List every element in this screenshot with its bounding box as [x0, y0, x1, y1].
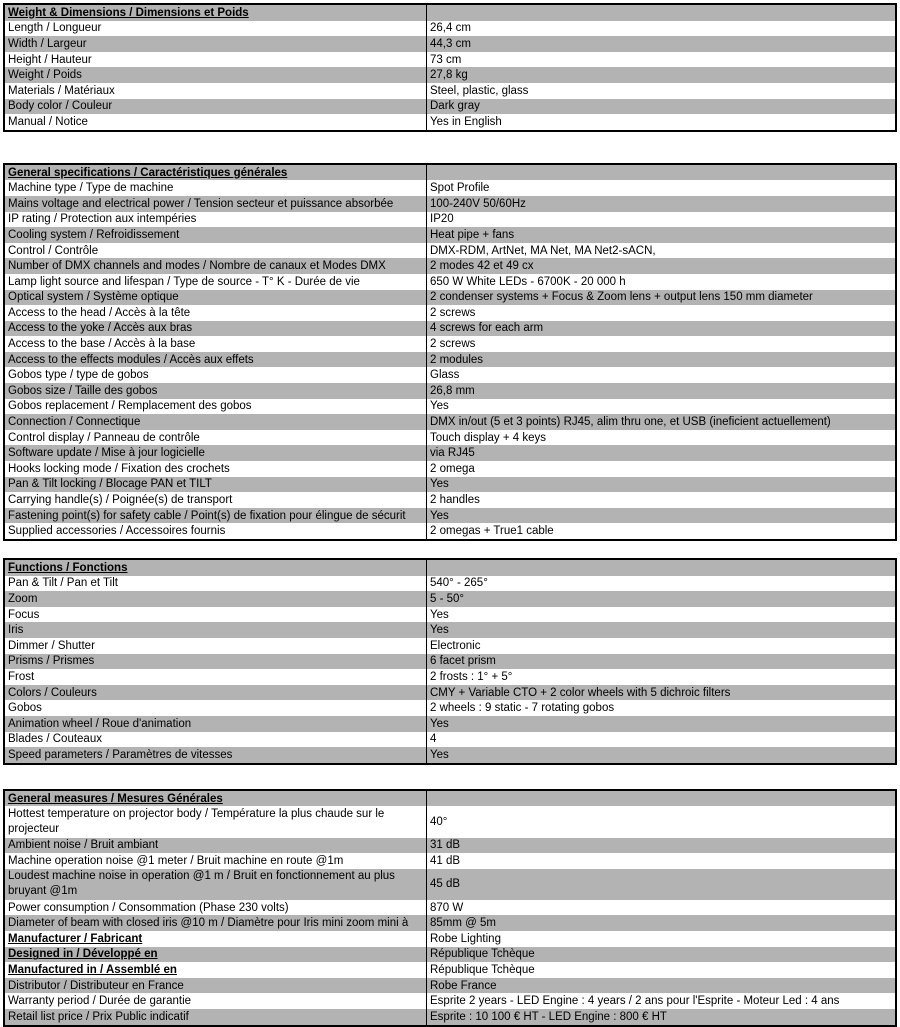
table-row: [5, 638, 895, 654]
spec-label[interactable]: Connection / Connectique: [5, 414, 427, 430]
spec-value[interactable]: 31 dB: [430, 839, 461, 852]
spec-value[interactable]: République Tchèque: [430, 964, 535, 977]
table-row: [5, 962, 895, 978]
table-row: [5, 383, 895, 399]
spec-value[interactable]: République Tchèque: [430, 948, 535, 961]
spec-value[interactable]: Heat pipe + fans: [430, 228, 515, 241]
table-row: [5, 52, 895, 68]
table-row: [5, 36, 895, 52]
spec-value[interactable]: Electronic: [430, 639, 481, 652]
spec-label[interactable]: Machine type / Type de machine: [5, 180, 427, 196]
spec-label[interactable]: Machine operation noise @1 meter / Bruit machine en route @1m: [5, 853, 427, 869]
spec-value[interactable]: Yes: [430, 509, 449, 522]
section-gap: [3, 541, 897, 558]
spec-label[interactable]: Gobos size / Taille des gobos: [5, 383, 427, 399]
table-row: [5, 508, 895, 524]
spec-value[interactable]: 2 modules: [430, 353, 484, 366]
table-row: [5, 806, 895, 837]
table-row: [5, 654, 895, 670]
table-row: [5, 83, 895, 99]
spec-value[interactable]: 26,4 cm: [430, 22, 471, 35]
spec-value[interactable]: 85mm @ 5m: [430, 917, 496, 930]
table-row: [5, 931, 895, 947]
table-row: [5, 305, 895, 321]
spec-label[interactable]: IP rating / Protection aux intempéries: [5, 212, 427, 228]
spec-value[interactable]: 4: [430, 733, 437, 746]
spec-value[interactable]: Touch display + 4 keys: [430, 431, 547, 444]
spec-value[interactable]: 2 frosts : 1° + 5°: [430, 670, 513, 683]
table-row: [5, 622, 895, 638]
spec-value[interactable]: [427, 5, 895, 21]
spec-label[interactable]: Carrying handle(s) / Poignée(s) de transport: [5, 492, 427, 508]
table-row: [5, 576, 895, 592]
spec-value[interactable]: DMX-RDM, ArtNet, MA Net, MA Net2-sACN,: [430, 244, 656, 257]
spec-label[interactable]: General specifications / Caractéristiques générales: [5, 165, 427, 181]
table-row: [5, 853, 895, 869]
spec-value[interactable]: 870 W: [430, 901, 464, 914]
spec-label[interactable]: Power consumption / Consommation (Phase 230 volts): [5, 900, 427, 916]
table-row: [5, 290, 895, 306]
spec-label[interactable]: Access to the base / Accès à la base: [5, 336, 427, 352]
table-row: [5, 99, 895, 115]
table-row: [5, 21, 895, 37]
table-row: [5, 445, 895, 461]
spec-value[interactable]: Robe France: [430, 979, 497, 992]
spec-section: [3, 3, 897, 132]
spec-label[interactable]: Height / Hauteur: [5, 52, 427, 68]
table-row: [5, 430, 895, 446]
section-gap: [3, 765, 897, 789]
spec-label[interactable]: Gobos replacement / Remplacement des gobos: [5, 399, 427, 415]
table-row: [5, 669, 895, 685]
table-row: [5, 477, 895, 493]
table-row: [5, 747, 895, 763]
table-row: [5, 978, 895, 994]
table-row: [5, 461, 895, 477]
table-row: [5, 212, 895, 228]
table-row: [5, 367, 895, 383]
spec-label[interactable]: Optical system / Système optique: [5, 290, 427, 306]
spec-label[interactable]: Access to the head / Accès à la tête: [5, 305, 427, 321]
table-row: [5, 492, 895, 508]
table-row: [5, 352, 895, 368]
spec-label[interactable]: Hottest temperature on projector body / Température la plus chaude sur le projecteur: [5, 806, 427, 837]
table-row: [5, 67, 895, 83]
spec-value[interactable]: Yes: [430, 748, 449, 761]
spec-value[interactable]: 2 handles: [430, 494, 480, 507]
spec-value[interactable]: Glass: [430, 369, 460, 382]
spec-value[interactable]: Yes: [430, 400, 449, 413]
table-row: [5, 732, 895, 748]
spec-label[interactable]: Hooks locking mode / Fixation des crochets: [5, 461, 427, 477]
table-row: [5, 321, 895, 337]
spec-value[interactable]: via RJ45: [430, 447, 475, 460]
spec-label[interactable]: Control / Contrôle: [5, 243, 427, 259]
spec-sheet: [3, 3, 897, 1027]
spec-value[interactable]: Yes in English: [430, 115, 502, 128]
table-row: [5, 685, 895, 701]
spec-value[interactable]: Esprite : 10 100 € HT - LED Engine : 800 € HT: [430, 1010, 667, 1023]
spec-value[interactable]: 540° - 265°: [430, 577, 488, 590]
spec-label[interactable]: Length / Longueur: [5, 21, 427, 37]
spec-value[interactable]: Dark gray: [430, 100, 480, 113]
spec-label[interactable]: Colors / Couleurs: [5, 685, 427, 701]
spec-value[interactable]: 2 condenser systems + Focus & Zoom lens + output lens 150 mm diameter: [430, 291, 813, 304]
spec-label[interactable]: Warranty period / Durée de garantie: [5, 993, 427, 1009]
table-row: [5, 716, 895, 732]
table-row: [5, 258, 895, 274]
spec-label[interactable]: Width / Largeur: [5, 36, 427, 52]
spec-label[interactable]: Distributor / Distributeur en France: [5, 978, 427, 994]
spec-value[interactable]: 6 facet prism: [430, 655, 496, 668]
spec-label[interactable]: Ambient noise / Bruit ambiant: [5, 838, 427, 854]
spec-label[interactable]: Gobos: [5, 700, 427, 716]
spec-label[interactable]: Zoom: [5, 591, 427, 607]
spec-value[interactable]: 26,8 mm: [430, 384, 475, 397]
spec-label[interactable]: Loudest machine noise in operation @1 m / Bruit en fonctionnement au plus bruyant @1m: [5, 869, 427, 900]
spec-value[interactable]: 2 modes 42 et 49 cx: [430, 260, 534, 273]
spec-value[interactable]: 650 W White LEDs - 6700K - 20 000 h: [430, 275, 626, 288]
spec-label[interactable]: General measures / Mesures Générales: [5, 791, 427, 807]
spec-value[interactable]: 2 omega: [430, 462, 475, 475]
table-row: [5, 274, 895, 290]
spec-value[interactable]: DMX in/out (5 et 3 points) RJ45, alim thru one, et USB (ineficient actuellement): [430, 416, 831, 429]
spec-label[interactable]: Access to the effects modules / Accès aux effets: [5, 352, 427, 368]
spec-value[interactable]: [427, 165, 895, 181]
spec-label[interactable]: Access to the yoke / Accès aux bras: [5, 321, 427, 337]
table-row: [5, 993, 895, 1009]
spec-label[interactable]: Frost: [5, 669, 427, 685]
spec-label[interactable]: Body color / Couleur: [5, 99, 427, 115]
spec-label[interactable]: Materials / Matériaux: [5, 83, 427, 99]
spec-label[interactable]: Pan & Tilt locking / Blocage PAN et TILT: [5, 477, 427, 493]
table-row: [5, 414, 895, 430]
spec-value[interactable]: 27,8 kg: [430, 69, 468, 82]
spec-label[interactable]: Control display / Panneau de contrôle: [5, 430, 427, 446]
spec-label[interactable]: Prisms / Prismes: [5, 654, 427, 670]
spec-label[interactable]: Cooling system / Refroidissement: [5, 227, 427, 243]
spec-label[interactable]: Fastening point(s) for safety cable / Point(s) de fixation pour élingue de sécurit: [5, 508, 427, 524]
spec-value[interactable]: 100-240V 50/60Hz: [430, 197, 526, 210]
spec-label[interactable]: Speed parameters / Paramètres de vitesses: [5, 747, 427, 763]
section-header: [5, 791, 895, 807]
spec-value[interactable]: 2 screws: [430, 306, 476, 319]
table-row: [5, 915, 895, 931]
spec-value[interactable]: 2 wheels : 9 static - 7 rotating gobos: [430, 702, 615, 715]
spec-value[interactable]: 2 omegas + True1 cable: [430, 525, 554, 538]
spec-value[interactable]: 44,3 cm: [430, 37, 471, 50]
spec-label[interactable]: Pan & Tilt / Pan et Tilt: [5, 576, 427, 592]
spec-value[interactable]: 41 dB: [430, 854, 461, 867]
spec-label[interactable]: Blades / Couteaux: [5, 732, 427, 748]
spec-value[interactable]: Robe Lighting: [430, 932, 501, 945]
section-header: [5, 165, 895, 181]
spec-label[interactable]: Retail list price / Prix Public indicatif: [5, 1009, 427, 1025]
spec-label[interactable]: Focus: [5, 607, 427, 623]
table-row: [5, 607, 895, 623]
spec-label[interactable]: Number of DMX channels and modes / Nombre de canaux et Modes DMX: [5, 258, 427, 274]
spec-value[interactable]: 40°: [430, 815, 448, 828]
spec-value[interactable]: 45 dB: [430, 878, 461, 891]
spec-value[interactable]: CMY + Variable CTO + 2 color wheels with 5 dichroic filters: [430, 686, 731, 699]
spec-label[interactable]: Dimmer / Shutter: [5, 638, 427, 654]
table-row: [5, 838, 895, 854]
spec-label[interactable]: Manual / Notice: [5, 114, 427, 130]
spec-label[interactable]: Mains voltage and electrical power / Tension secteur et puissance absorbée: [5, 196, 427, 212]
table-row: [5, 227, 895, 243]
table-row: [5, 947, 895, 963]
spec-value[interactable]: IP20: [430, 213, 454, 226]
spec-label[interactable]: Weight / Poids: [5, 67, 427, 83]
spec-value[interactable]: Steel, plastic, glass: [430, 84, 529, 97]
spec-label[interactable]: Diameter of beam with closed iris @10 m / Diamètre pour Iris mini zoom mini à: [5, 915, 427, 931]
table-row: [5, 180, 895, 196]
table-row: [5, 869, 895, 900]
spec-value[interactable]: Yes: [430, 478, 449, 491]
table-row: [5, 399, 895, 415]
spec-value[interactable]: Yes: [430, 717, 449, 730]
spec-label[interactable]: Supplied accessories / Accessoires fournis: [5, 523, 427, 539]
table-row: [5, 336, 895, 352]
table-row: [5, 900, 895, 916]
table-row: [5, 114, 895, 130]
table-row: [5, 243, 895, 259]
spec-value[interactable]: Yes: [430, 608, 449, 621]
spec-label[interactable]: Animation wheel / Roue d'animation: [5, 716, 427, 732]
table-row: [5, 523, 895, 539]
section-header: [5, 5, 895, 21]
spec-value[interactable]: Spot Profile: [430, 182, 490, 195]
spec-label[interactable]: Lamp light source and lifespan / Type de source - T° K - Durée de vie: [5, 274, 427, 290]
table-row: [5, 591, 895, 607]
spec-value[interactable]: 73 cm: [430, 53, 462, 66]
spec-label[interactable]: Iris: [5, 622, 427, 638]
spec-label[interactable]: Manufactured in / Assemblé en: [5, 962, 427, 978]
spec-section: [3, 558, 897, 765]
section-header: [5, 560, 895, 576]
table-row: [5, 700, 895, 716]
spec-label[interactable]: Manufacturer / Fabricant: [5, 931, 427, 947]
spec-value[interactable]: 2 screws: [430, 338, 476, 351]
spec-section: [3, 163, 897, 541]
section-gap: [3, 132, 897, 163]
table-row: [5, 1009, 895, 1025]
spec-value[interactable]: [427, 791, 895, 807]
spec-section: [3, 789, 897, 1027]
spec-label[interactable]: Weight & Dimensions / Dimensions et Poids: [5, 5, 427, 21]
spec-label[interactable]: Gobos type / type de gobos: [5, 367, 427, 383]
table-row: [5, 196, 895, 212]
spec-label[interactable]: Software update / Mise à jour logicielle: [5, 445, 427, 461]
spec-label[interactable]: Designed in / Développé en: [5, 947, 427, 963]
spec-value[interactable]: [427, 560, 895, 576]
spec-value[interactable]: 4 screws for each arm: [430, 322, 544, 335]
spec-label[interactable]: Functions / Fonctions: [5, 560, 427, 576]
spec-value[interactable]: Esprite 2 years - LED Engine : 4 years / 2 ans pour l'Esprite - Moteur Led : 4 ans: [430, 995, 840, 1008]
spec-value[interactable]: Yes: [430, 624, 449, 637]
spec-value[interactable]: 5 - 50°: [430, 592, 465, 605]
